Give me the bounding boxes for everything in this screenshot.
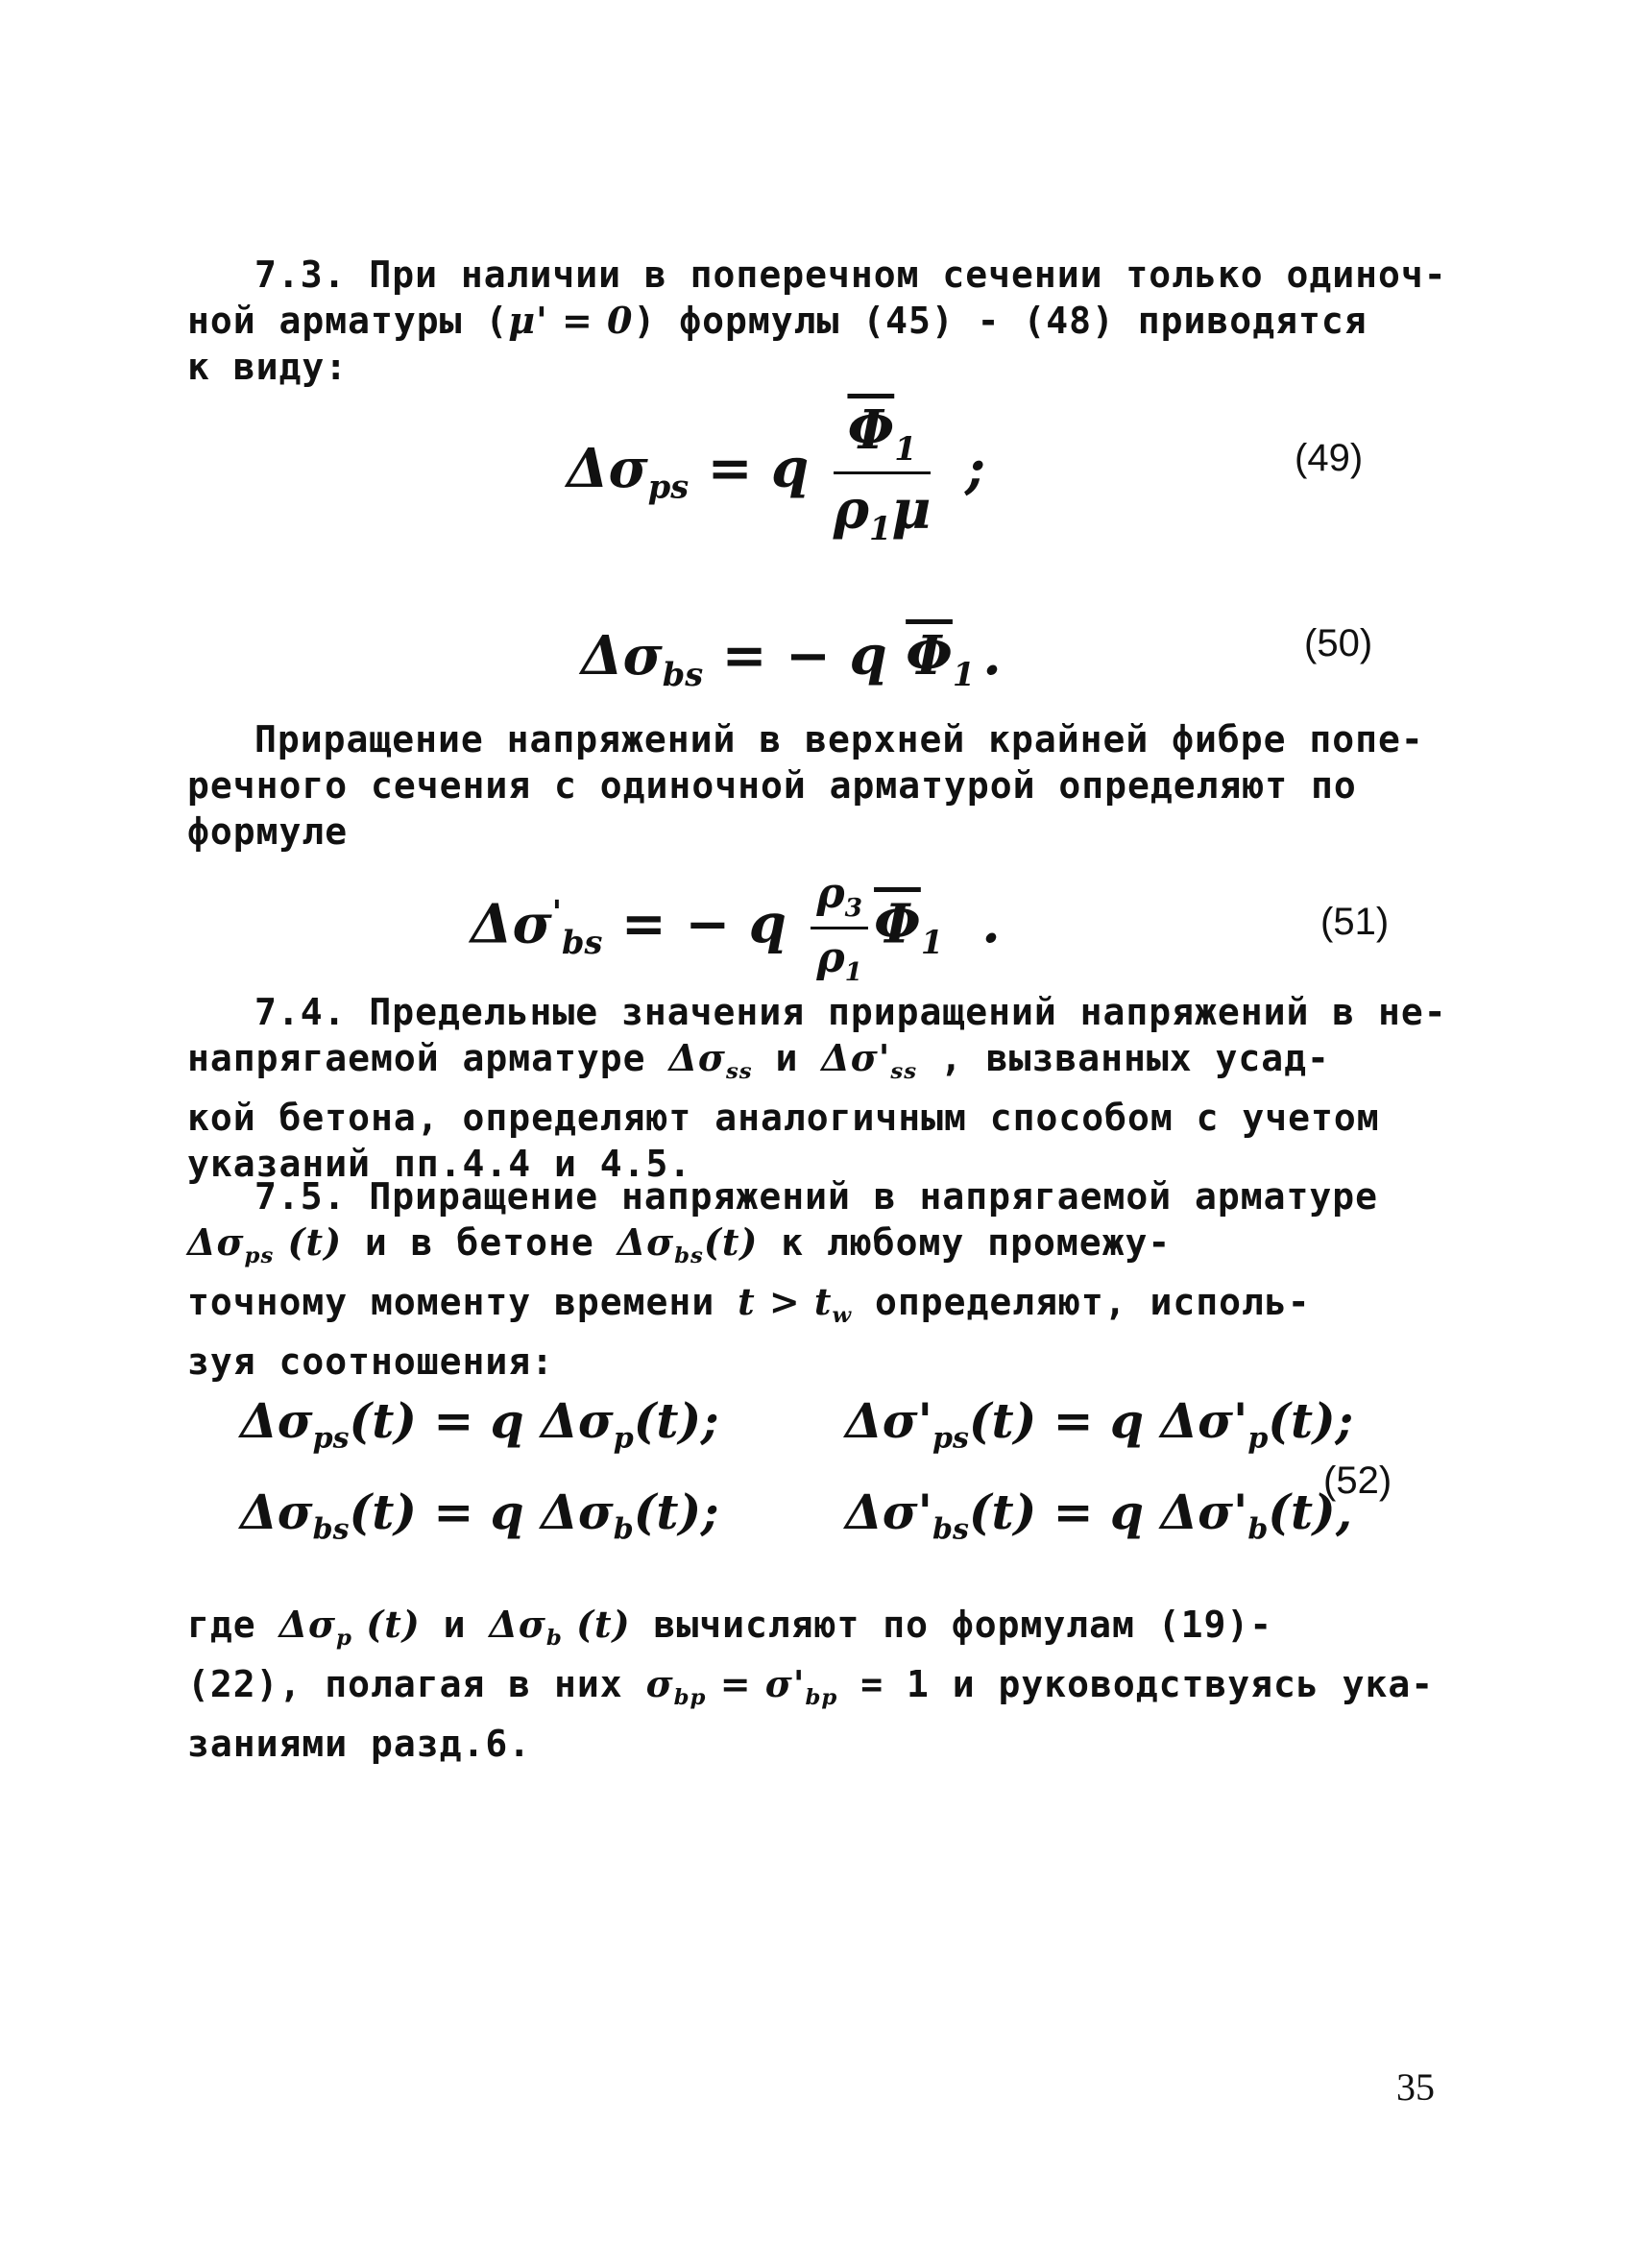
equation-number: (49) — [1295, 437, 1364, 479]
eq-symbol: σ — [645, 1661, 674, 1705]
eq-subscript: ss — [725, 1058, 753, 1084]
text-line: 7.4. Предельные значения приращений напряжений в не- — [254, 991, 1447, 1033]
eq-symbol: (t) — [703, 1220, 759, 1264]
eq-symbol: (t), — [1268, 1484, 1353, 1540]
eq-superscript: ' — [551, 892, 563, 931]
eq-subscript: bs — [674, 1243, 704, 1268]
equation-50 — [581, 624, 1002, 693]
eq-symbol: $\overline{\Phi}$ — [874, 892, 921, 956]
text-line: 7.5. Приращение напряжений в напрягаемой арматуре — [254, 1175, 1379, 1218]
eq-symbol: (t); — [1268, 1392, 1354, 1449]
eq-subscript: bp — [805, 1684, 838, 1710]
eq-symbol: Δσ' — [845, 1392, 932, 1449]
eq-symbol: ρ — [833, 477, 869, 542]
equation-number: (50) — [1304, 622, 1373, 664]
text-line: формуле — [187, 810, 349, 853]
eq-symbol: . — [981, 892, 1001, 956]
text-fragment: определяют, исполь- — [852, 1280, 1311, 1323]
text-line — [187, 298, 1436, 344]
math-inline — [278, 1603, 421, 1651]
math-inline — [821, 1036, 918, 1084]
eq-symbol: Δσ' — [845, 1484, 932, 1540]
eq-symbol: ρ — [816, 869, 845, 918]
text-line: указаний пп.4.4 и 4.5. — [187, 1142, 692, 1185]
text-line: кой бетона, определяют аналогичным способом с учетом — [187, 1096, 1380, 1139]
eq-symbol: Δσ — [471, 892, 552, 956]
eq-symbol: (t) — [366, 1603, 421, 1646]
eq-subscript: bs — [932, 1512, 969, 1547]
equation-52a — [240, 1392, 719, 1456]
eq-symbol: (t) — [287, 1220, 343, 1264]
eq-subscript: bp — [673, 1684, 707, 1710]
text-fragment: ) формулы (45) - (48) приводятся — [633, 300, 1368, 342]
eq-symbol: Δσ — [489, 1603, 546, 1646]
math-inline — [489, 1603, 631, 1651]
eq-symbol: Δσ — [240, 1484, 313, 1540]
eq-subscript: ps — [312, 1421, 350, 1456]
equation-52c — [240, 1484, 719, 1547]
text-line: к виду: — [187, 346, 349, 388]
fraction-denominator — [811, 929, 868, 987]
equation-52d — [845, 1484, 1352, 1547]
eq-symbol: = − q — [703, 624, 907, 688]
eq-symbol: (t) = q Δσ' — [968, 1392, 1248, 1449]
text-fragment: и — [420, 1604, 490, 1646]
paragraph-upper-fibre — [187, 716, 1436, 855]
eq-symbol: $\overline{\Phi}$ — [847, 398, 895, 462]
equation-number: (51) — [1320, 901, 1390, 943]
fraction — [834, 398, 932, 547]
text-line: 7.3. При наличии в поперечном сечении только одиноч- — [254, 253, 1447, 296]
eq-symbol: Δσ — [581, 624, 663, 688]
equation-51 — [471, 869, 1001, 987]
eq-symbol: σ' — [764, 1661, 806, 1705]
text-fragment: напрягаемой арматуре — [187, 1037, 669, 1079]
eq-subscript: b — [613, 1512, 634, 1547]
eq-subscript: ps — [932, 1421, 969, 1456]
text-line: речного сечения с одиночной арматурой определяют по — [187, 764, 1357, 807]
paragraph-7-4 — [187, 989, 1447, 1187]
eq-symbol: = — [706, 1661, 765, 1705]
eq-symbol: (t) = q Δσ' — [968, 1484, 1248, 1540]
text-line: заниями разд.6. — [187, 1722, 532, 1765]
eq-symbol: (t) — [576, 1603, 631, 1646]
eq-symbol: Δσ — [617, 1220, 675, 1264]
eq-symbol: = q — [689, 436, 828, 500]
eq-subscript: ss — [890, 1058, 918, 1084]
eq-subscript: b — [1247, 1512, 1269, 1547]
eq-symbol: Δσ — [187, 1220, 245, 1264]
text-fragment: к любому промежу- — [758, 1221, 1172, 1264]
math-inline — [738, 1279, 853, 1328]
eq-symbol: μ — [891, 477, 932, 542]
text-line — [187, 1661, 1436, 1721]
eq-symbol: Δσ — [240, 1392, 313, 1449]
paragraph-7-3 — [187, 252, 1447, 390]
eq-symbol: Δσ' — [821, 1036, 891, 1079]
eq-subscript: 3 — [844, 893, 863, 924]
equation-number: (52) — [1323, 1460, 1392, 1502]
math-inline — [617, 1220, 759, 1268]
eq-subscript: ps — [647, 467, 690, 506]
eq-symbol: (t); — [633, 1392, 719, 1449]
eq-symbol: Δσ — [278, 1603, 337, 1646]
eq-subscript: bs — [312, 1512, 350, 1547]
text-line: Приращение напряжений в верхней крайней фибре попе- — [254, 718, 1424, 760]
text-line — [187, 1279, 1436, 1339]
fraction-numerator — [834, 398, 932, 474]
eq-subscript: p — [1247, 1421, 1269, 1456]
math-inline — [187, 1220, 343, 1268]
text-fragment: (22), полагая в них — [187, 1662, 646, 1705]
text-fragment: и в бетоне — [342, 1221, 617, 1264]
math-mu: μ' = 0 — [508, 299, 634, 342]
eq-subscript: 1 — [844, 957, 863, 988]
eq-symbol: (t) = q Δσ — [349, 1392, 614, 1449]
eq-subscript: ps — [244, 1243, 275, 1268]
text-fragment: где — [187, 1604, 279, 1646]
text-fragment: и — [752, 1037, 822, 1079]
eq-subscript: b — [545, 1625, 563, 1651]
fraction-numerator — [811, 869, 868, 929]
eq-symbol: . — [982, 624, 1002, 688]
text-fragment: = 1 и руководствуясь ука- — [837, 1662, 1435, 1705]
text-fragment: , вызванных усад- — [917, 1037, 1330, 1079]
eq-subscript: w — [832, 1302, 853, 1328]
eq-symbol: ; — [965, 436, 986, 500]
text-line — [187, 1219, 1436, 1279]
text-fragment: вычисляют по формулам (19)- — [630, 1604, 1273, 1646]
eq-subscript: bs — [562, 923, 603, 962]
math-inline — [668, 1036, 753, 1084]
eq-subscript: bs — [662, 654, 704, 693]
eq-symbol: = − q — [602, 892, 806, 956]
eq-symbol: (t); — [633, 1484, 719, 1540]
eq-subscript: 1 — [920, 923, 944, 962]
eq-subscript: p — [613, 1421, 634, 1456]
eq-subscript: p — [336, 1625, 352, 1651]
eq-symbol: Δσ — [668, 1036, 726, 1079]
eq-subscript: 1 — [952, 654, 976, 693]
paragraph-7-5 — [187, 1173, 1436, 1385]
eq-subscript: 1 — [894, 428, 917, 468]
text-line: зуя соотношения: — [187, 1339, 555, 1383]
equation-49 — [567, 398, 985, 547]
text-line — [187, 1602, 1436, 1661]
equation-52b — [845, 1392, 1353, 1456]
text-fragment: точному моменту времени — [187, 1280, 738, 1323]
eq-symbol: (t) = q Δσ — [349, 1484, 614, 1540]
fraction-denominator — [834, 474, 932, 547]
fraction — [811, 869, 868, 987]
text-line — [187, 1035, 1436, 1095]
paragraph-where — [187, 1602, 1436, 1767]
page-number: 35 — [1396, 2065, 1435, 2109]
eq-symbol: ρ — [816, 933, 845, 983]
text-fragment: ной арматуры ( — [187, 300, 509, 342]
eq-symbol: Δσ — [567, 436, 648, 500]
eq-subscript: 1 — [868, 508, 892, 547]
math-inline — [645, 1661, 838, 1710]
eq-symbol: t > t — [738, 1279, 833, 1323]
eq-symbol: $\overline{\Phi}$ — [906, 624, 953, 688]
